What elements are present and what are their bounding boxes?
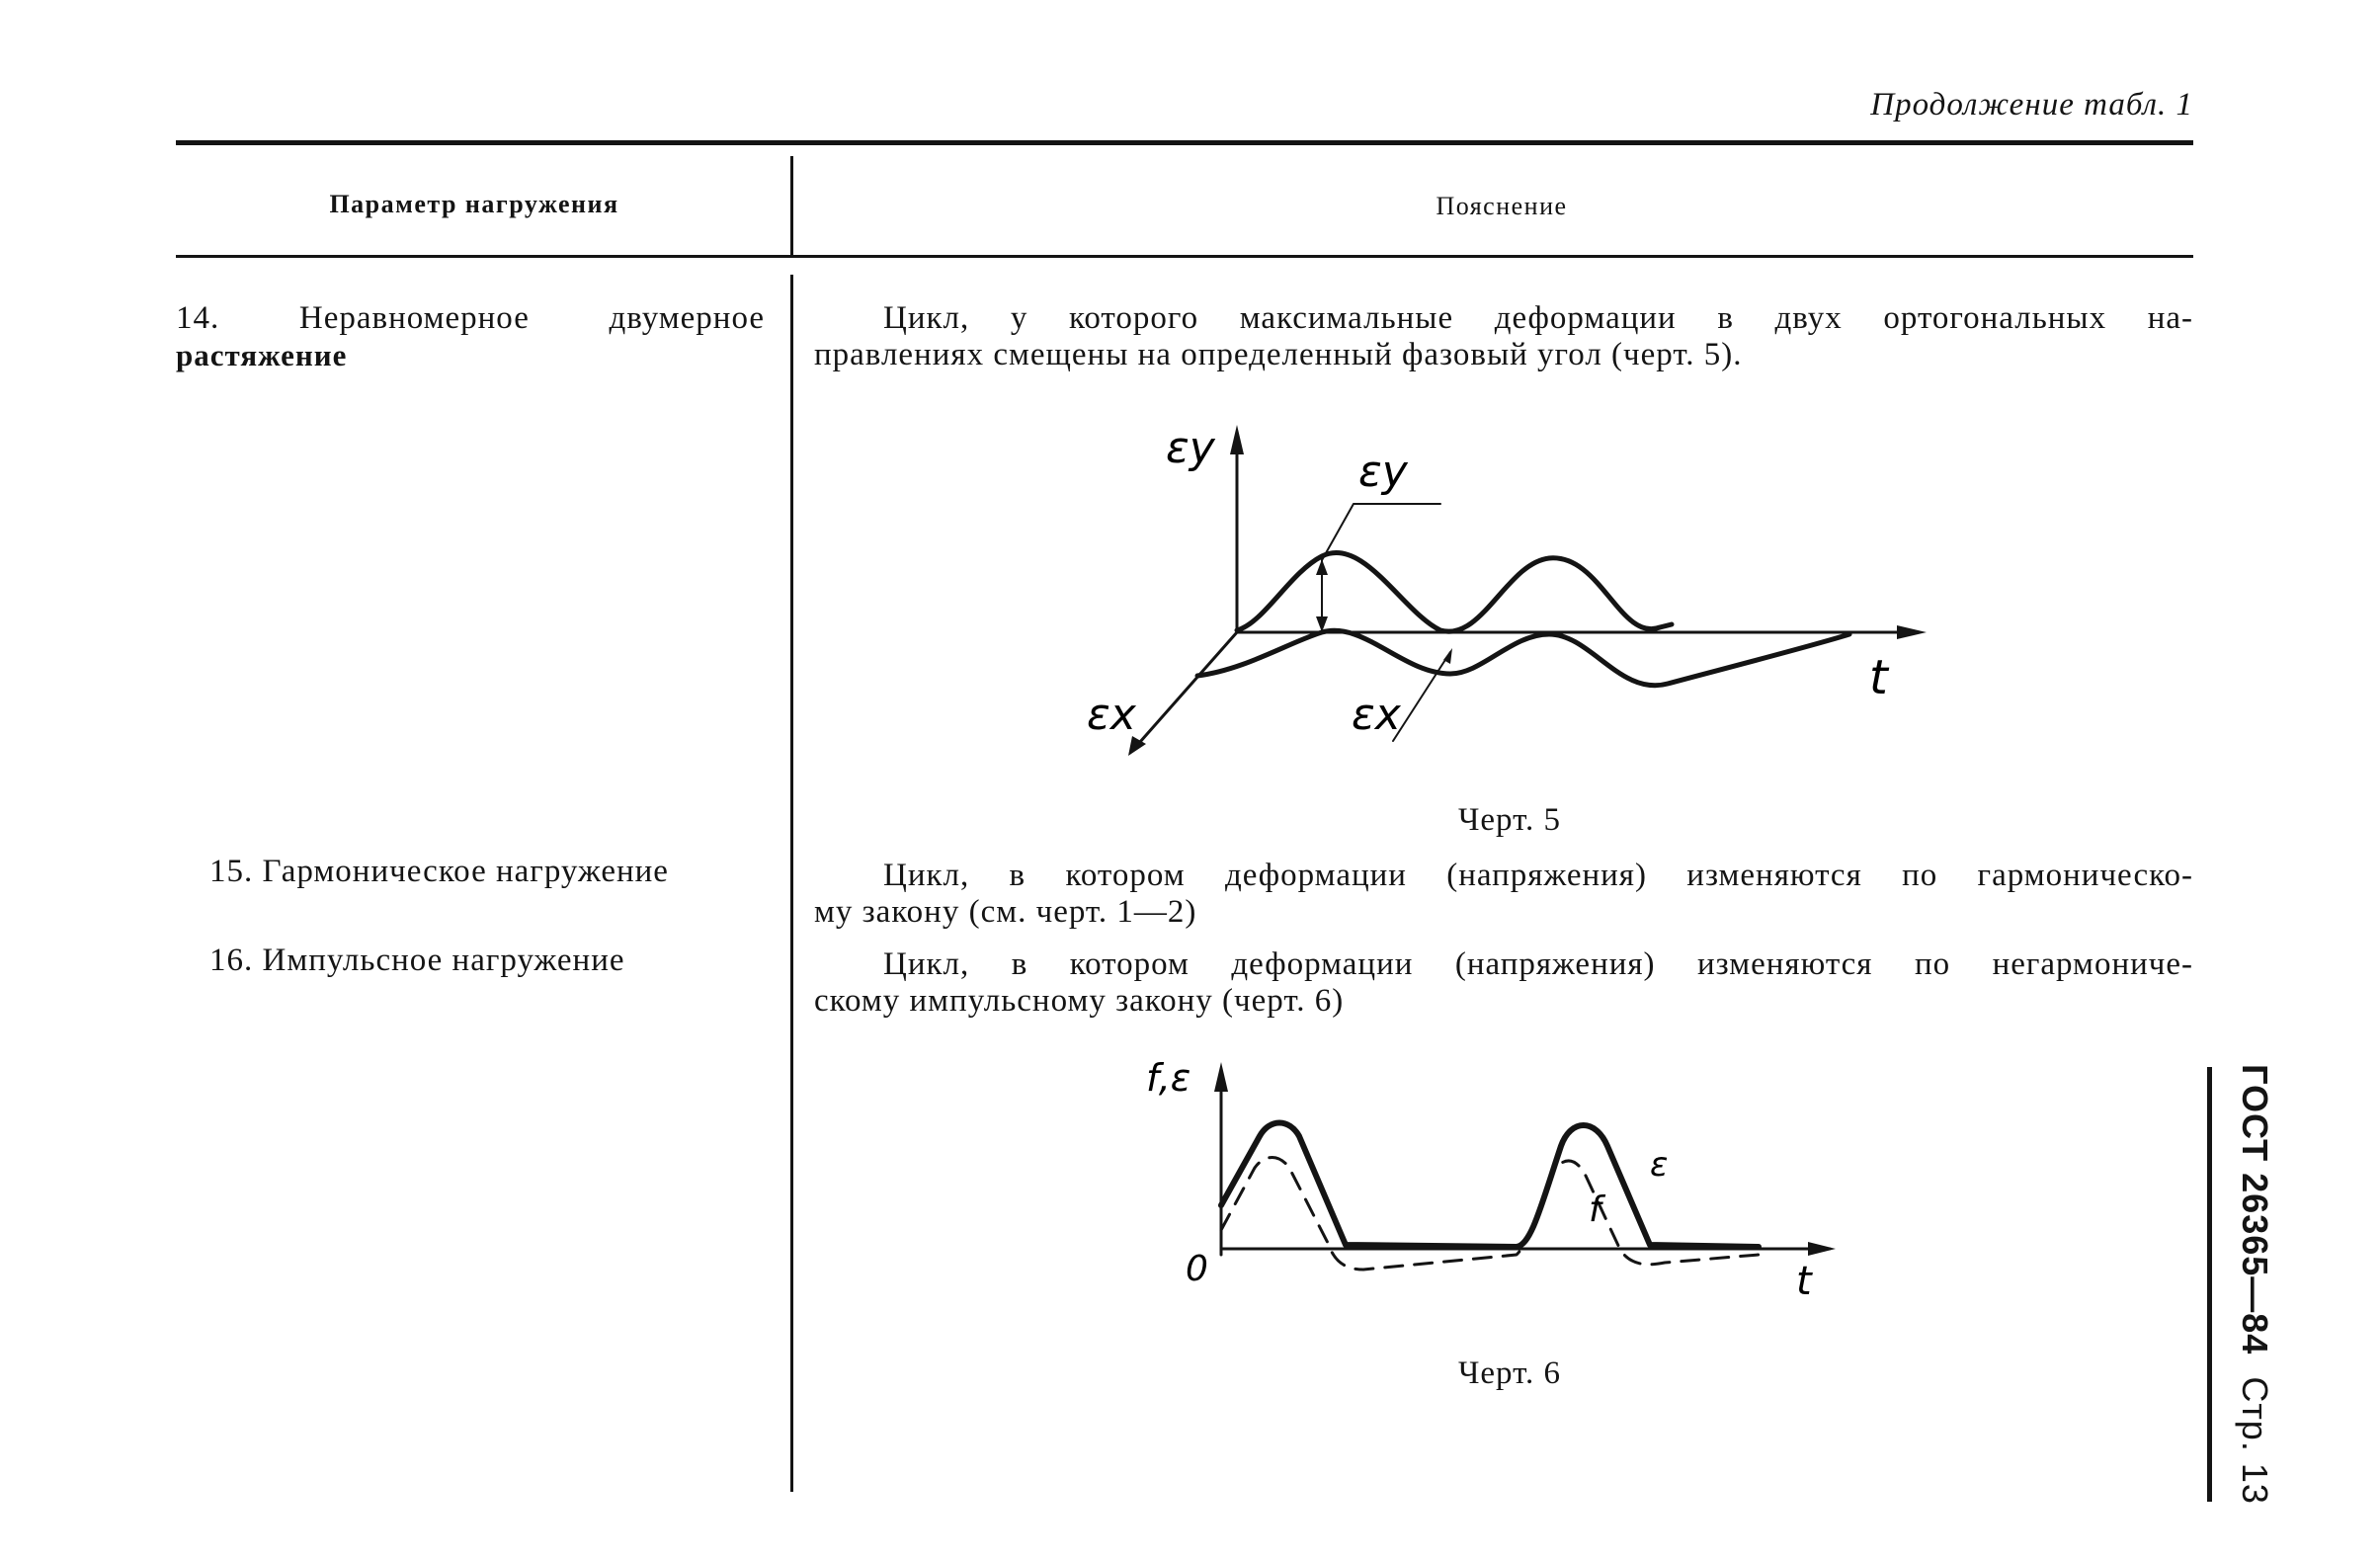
page-number: Стр. 13 <box>2235 1376 2275 1505</box>
param-14 <box>176 300 765 373</box>
figure-5-chart <box>1067 415 1956 771</box>
explanation-14 <box>814 300 2193 373</box>
explanation-16-line-1: Цикл, в котором деформации (напряжения) изменяются по негармониче- <box>883 946 2193 982</box>
table-column-divider <box>790 275 793 1492</box>
f-eps-arrow <box>1214 1062 1228 1092</box>
eps-curve <box>1221 1123 1759 1248</box>
param-16-line-1: 16. Импульсное нагружение <box>209 943 625 978</box>
param-16 <box>209 943 782 979</box>
f-eps-axis-label: f,ε <box>1146 1057 1191 1100</box>
eps-y-wave <box>1237 552 1672 631</box>
explanation-16 <box>814 946 2193 1020</box>
t-arrow-6 <box>1808 1242 1836 1256</box>
f-curve-label: f <box>1589 1190 1601 1230</box>
side-rule <box>2207 1067 2212 1502</box>
explanation-16-line-2: скому импульсному закону (черт. 6) <box>814 983 1345 1019</box>
f-curve <box>1221 1158 1759 1271</box>
param-15-line-1: 15. Гармоническое нагружение <box>209 854 669 889</box>
eps-x-curve-label: εx <box>1352 690 1401 740</box>
param-14-line-2: растяжение <box>176 338 348 372</box>
side-text <box>2234 1064 2275 1505</box>
eps-y-arrow <box>1230 425 1244 454</box>
t-arrow <box>1897 625 1927 639</box>
eps-x-axis-label: εx <box>1087 690 1136 740</box>
continuation-label: Продолжение табл. 1 <box>1870 87 2193 123</box>
table-header-rule <box>176 255 2193 258</box>
eps-x-wave <box>1197 630 1849 686</box>
figure-6-chart <box>1126 1057 1857 1304</box>
table-column-divider-header <box>790 156 793 255</box>
param-14-line-1: 14. Неравномерное двумерное <box>176 300 765 336</box>
eps-x-axis <box>1132 632 1237 751</box>
t-axis-label-6: t <box>1796 1259 1812 1304</box>
table-top-rule <box>176 140 2193 145</box>
param-15 <box>209 854 782 890</box>
eps-y-curve-label: εy <box>1358 447 1408 497</box>
header-explanation: Пояснение <box>1436 192 1568 220</box>
side-label <box>2195 1064 2314 1505</box>
explanation-15-line-1: Цикл, в котором деформации (напряжения) изменяются по гармоническо- <box>883 858 2193 893</box>
explanation-15-line-2: му закону (см. черт. 1—2) <box>814 894 1197 930</box>
explanation-15 <box>814 858 2193 931</box>
figure-5-caption: Черт. 5 <box>1457 802 1562 838</box>
eps-y-axis-label: εy <box>1166 423 1215 473</box>
eps-curve-label: ε <box>1650 1145 1669 1185</box>
origin-label: 0 <box>1186 1249 1208 1289</box>
explanation-14-line-1: Цикл, у которого максимальные деформации в двух ортогональных на- <box>883 300 2193 336</box>
header-parameter: Параметр нагружения <box>329 190 619 218</box>
figure-6-caption: Черт. 6 <box>1457 1355 1562 1391</box>
standard-number: ГОСТ 26365—84 <box>2235 1064 2275 1355</box>
t-axis-label: t <box>1869 650 1888 705</box>
explanation-14-line-2: правлениях смещены на определенный фазовый угол (черт. 5). <box>814 337 1743 372</box>
